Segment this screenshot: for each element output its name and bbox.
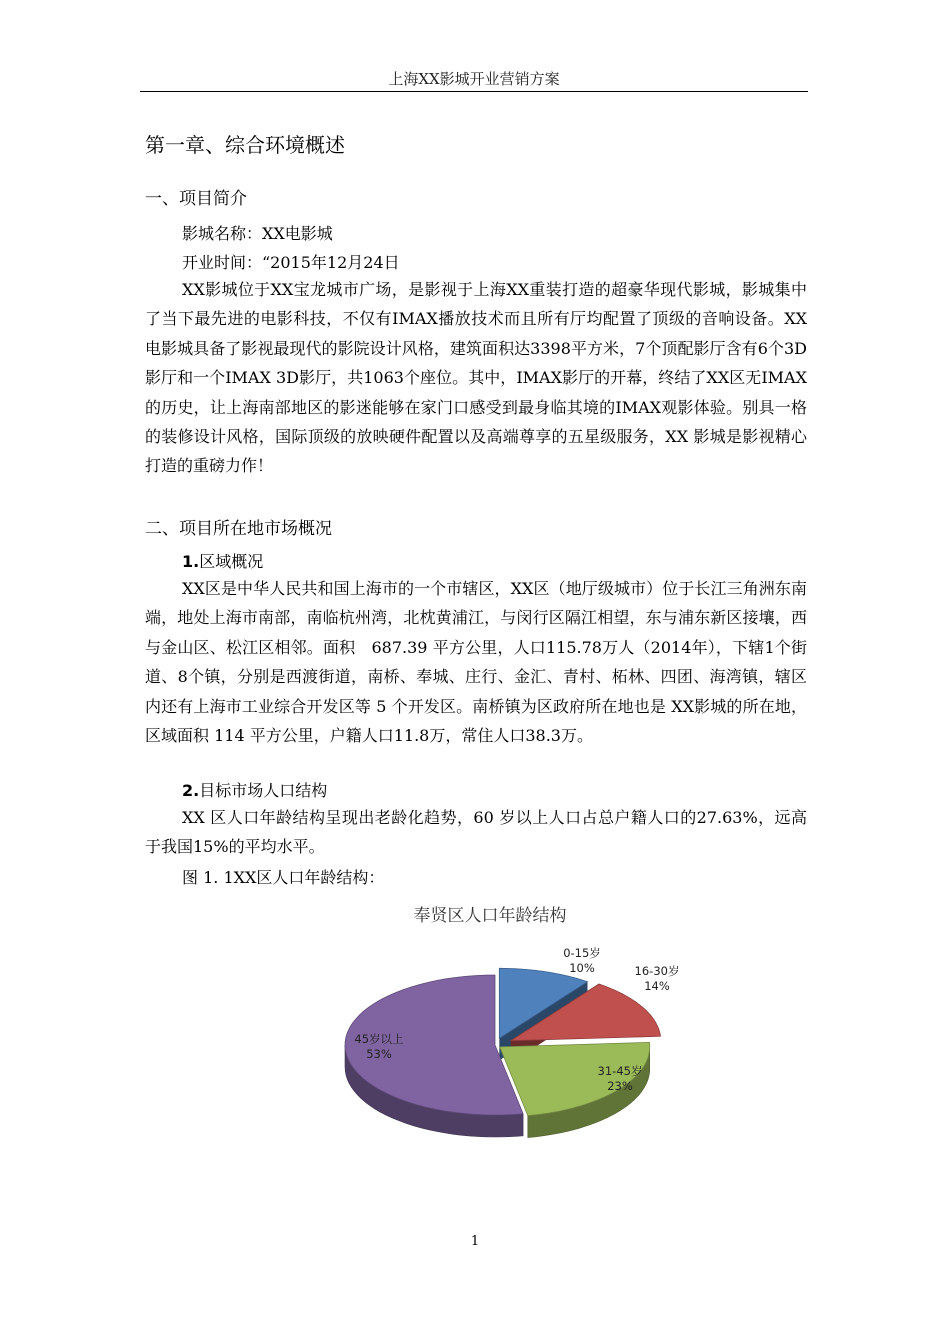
section-1-title: 一、项目简介 — [145, 189, 247, 209]
slice-label-percent-3: 23% — [607, 1079, 633, 1093]
chapter-title: 第一章、综合环境概述 — [145, 133, 345, 157]
slice-label-category-3: 31-45岁 — [597, 1064, 643, 1078]
chart-title: 奉贤区人口年龄结构 — [413, 906, 567, 926]
age-structure-pie-chart — [300, 895, 680, 1155]
figure-caption: 图 1. 1XX区人口年龄结构： — [182, 868, 385, 887]
slice-label-percent-2: 14% — [644, 979, 670, 993]
slice-label-category-4: 45岁以上 — [354, 1032, 404, 1046]
page-header-title: 上海XX影城开业营销方案 — [388, 70, 560, 88]
slice-label-category-2: 16-30岁 — [634, 964, 680, 978]
page-number: 1 — [470, 1234, 480, 1249]
subsection-1-label: 区域概况 — [199, 552, 264, 571]
subsection-2-label: 目标市场人口结构 — [199, 781, 328, 800]
slice-label-percent-1: 10% — [569, 961, 595, 975]
subsection-1-heading — [182, 549, 263, 572]
population-paragraph: XX 区人口年龄结构呈现出老龄化趋势，60 岁以上人口占总户籍人口的27.63%，远高于我国15%的平均水平。 — [145, 808, 807, 857]
subsection-1-number: 1. — [182, 552, 200, 571]
open-date-line: 开业时间：“2015年12月24日 — [182, 253, 400, 272]
subsection-2-number: 2. — [182, 781, 200, 800]
slice-label-percent-4: 53% — [366, 1047, 392, 1061]
intro-paragraph: XX影城位于XX宝龙城市广场，是影视于上海XX重装打造的超豪华现代影城，影城集中了当下最先进的电影科技，不仅有IMAX播放技术而且所有厅均配置了顶级的音响设备。XX 电影城具备了影视最现代的影院设计风格，建筑面积达3398平方米，7个顶配影厅含有6个3D影厅和一个IMAX 3D影厅，共1063个座位。其中，IMAX影厅的开幕，终结了XX区无IMAX的历史，让上海南部地区的影迷能够在家门口感受到最身临其境的IMAX观影体验。别具一格的装修设计风格，国际顶级的放映硬件配置以及高端尊享的五星级服务，XX 影城是影视精心打造的重磅力作！ — [145, 280, 807, 476]
subsection-2-heading — [182, 778, 327, 801]
section-2-title: 二、项目所在地市场概况 — [145, 519, 332, 539]
cinema-name-line: 影城名称：XX电影城 — [182, 224, 333, 243]
header-rule — [140, 91, 808, 92]
region-paragraph: XX区是中华人民共和国上海市的一个市辖区，XX区（地厅级城市）位于长江三角洲东南端，地处上海市南部，南临杭州湾，北枕黄浦江，与闵行区隔江相望，东与浦东新区接壤，西与金山区、松江区相邻。面积 687.39 平方公里，人口115.78万人（2014年），下辖1个街道、8个镇，分别是西渡街道，南桥、奉城、庄行、金汇、青村、柘林、四团、海湾镇，辖区内还有上海市工业综合开发区等 5 个开发区。南桥镇为区政府所在地也是 XX影城的所在地，区域面积 114 平方公里，户籍人口11.8万，常住人口38.3万。 — [145, 579, 807, 746]
slice-label-category-1: 0-15岁 — [563, 946, 601, 960]
